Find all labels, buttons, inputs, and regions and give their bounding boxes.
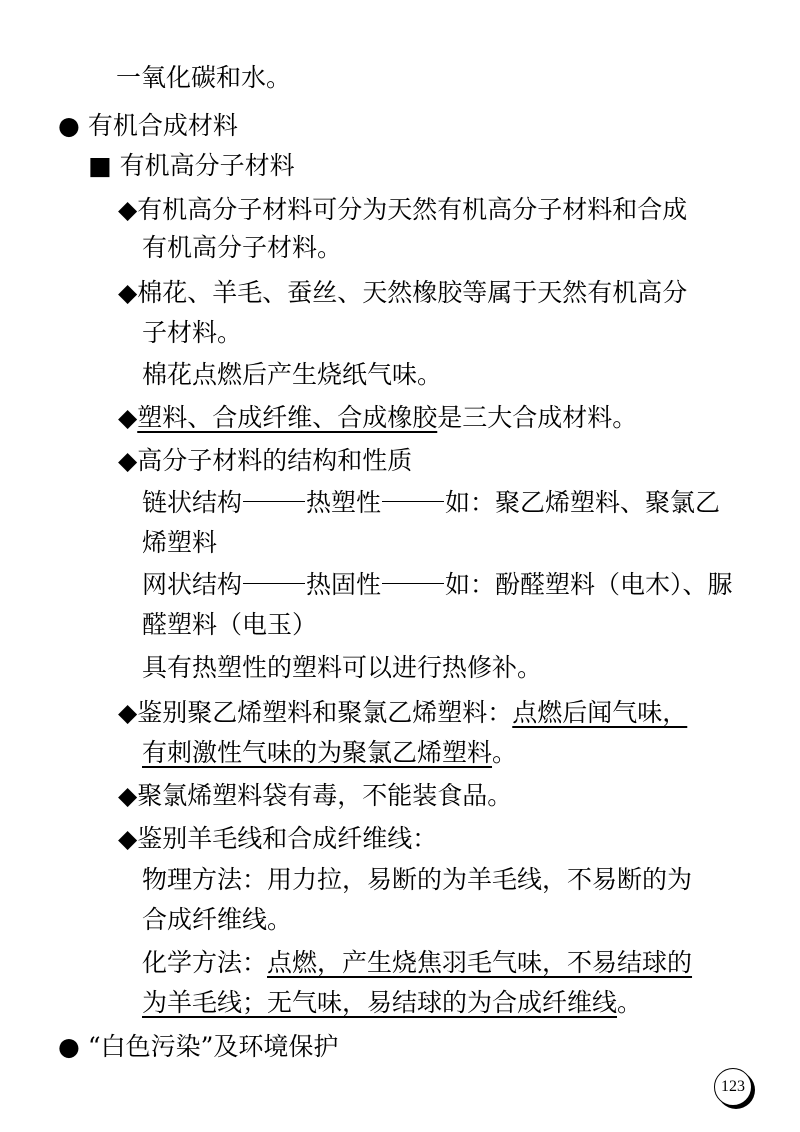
text: 棉花点燃后产生烧纸气味。 [142, 360, 443, 389]
text: 物理方法：用力拉，易断的为羊毛线，不易断的为 [142, 865, 693, 894]
heading-text: “白色污染”及环境保护 [87, 1032, 339, 1061]
text: 如：酚醛塑料（电木）、脲 [445, 570, 733, 599]
text: 。 [617, 988, 643, 1017]
page-number [714, 1068, 752, 1106]
text: 化学方法： [142, 948, 268, 977]
list-item [118, 405, 637, 430]
text-line [142, 235, 342, 260]
text: 是三大合成材料。 [437, 403, 638, 432]
text: 鉴别聚乙烯塑料和聚氯乙烯塑料： [137, 698, 513, 727]
diamond-bullet-icon: ◆ [118, 698, 138, 727]
text-line [142, 490, 720, 515]
text: 高分子材料的结构和性质 [137, 446, 413, 475]
list-item [118, 280, 687, 305]
diamond-bullet-icon: ◆ [118, 824, 138, 853]
underlined-text: 有刺激性气味的为聚氯乙烯塑料 [142, 738, 493, 767]
underlined-text: 为羊毛线；无气味，易结球的为合成纤维线 [142, 988, 618, 1017]
square-bullet-icon: ■ [88, 151, 112, 180]
text: 醛塑料（电玉） [142, 610, 318, 639]
text: 热塑性 [306, 488, 382, 517]
list-item [118, 197, 687, 222]
text-line [142, 530, 217, 555]
text: 如：聚乙烯塑料、聚氯乙 [445, 488, 721, 517]
dash-divider [382, 583, 444, 584]
dash-divider [243, 583, 305, 584]
text-line [142, 320, 242, 345]
text-line [142, 612, 317, 637]
diamond-bullet-icon: ◆ [118, 781, 138, 810]
text: 链状结构 [142, 488, 243, 517]
list-item [118, 448, 412, 473]
dash-divider [382, 501, 444, 502]
text-line [142, 990, 642, 1015]
subsection-heading [88, 153, 295, 178]
text: 棉花、羊毛、蚕丝、天然橡胶等属于天然有机高分 [137, 278, 688, 307]
diamond-bullet-icon: ◆ [118, 278, 138, 307]
text-line [142, 362, 442, 387]
dash-divider [243, 501, 305, 502]
text: 合成纤维线。 [142, 905, 293, 934]
text: 网状结构 [142, 570, 243, 599]
text: 子材料。 [142, 318, 243, 347]
diamond-bullet-icon: ◆ [118, 195, 138, 224]
text-line [142, 572, 733, 597]
circle-bullet-icon: ● [58, 1032, 80, 1061]
list-item [118, 700, 687, 725]
diamond-bullet-icon: ◆ [118, 446, 138, 475]
text: 鉴别羊毛线和合成纤维线： [137, 824, 438, 853]
heading-text: 有机合成材料 [87, 111, 238, 140]
underlined-text: 点燃后闻气味， [512, 698, 688, 727]
text: 。 [492, 738, 518, 767]
text-line [142, 907, 292, 932]
text: 一氧化碳和水。 [116, 63, 292, 92]
heading-text: 有机高分子材料 [119, 151, 295, 180]
diamond-bullet-icon: ◆ [118, 403, 138, 432]
page-number-text: 123 [721, 1078, 745, 1095]
circle-bullet-icon: ● [58, 111, 80, 140]
text: 有机高分子材料可分为天然有机高分子材料和合成 [137, 195, 688, 224]
text-line [116, 65, 291, 90]
list-item [118, 826, 437, 851]
underlined-text: 点燃，产生烧焦羽毛气味，不易结球的 [267, 948, 693, 977]
section-heading [58, 1034, 338, 1059]
text-line [142, 867, 692, 892]
text: 具有热塑性的塑料可以进行热修补。 [142, 653, 543, 682]
underlined-text: 塑料、合成纤维、合成橡胶 [137, 403, 438, 432]
text-line [142, 655, 542, 680]
list-item [118, 783, 512, 808]
text: 有机高分子材料。 [142, 233, 343, 262]
text: 烯塑料 [142, 528, 218, 557]
text-line [142, 950, 692, 975]
section-heading [58, 113, 238, 138]
text: 聚氯烯塑料袋有毒，不能装食品。 [137, 781, 513, 810]
text-line [142, 740, 517, 765]
text: 热固性 [306, 570, 382, 599]
